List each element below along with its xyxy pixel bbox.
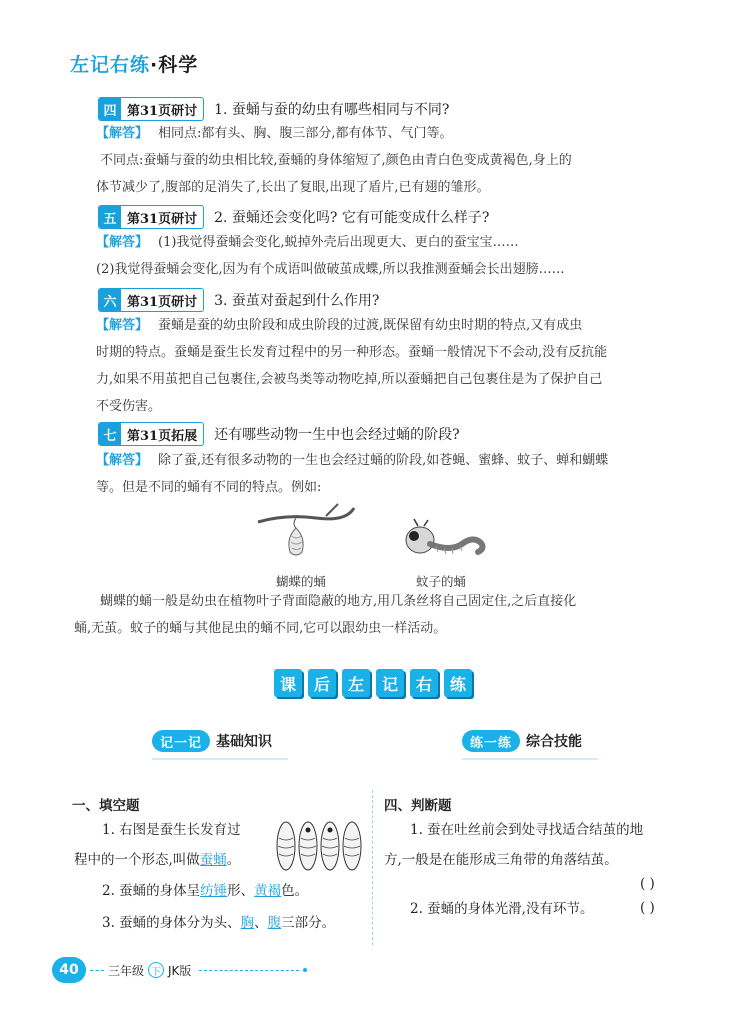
page-number: 40 [52, 957, 86, 983]
page-footer [52, 957, 307, 983]
pill-text: 基础知识 [216, 734, 273, 750]
pill-underline [152, 758, 288, 760]
answer-line: (1)我觉得蚕蛹会变化,蜕掉外壳后出现更大、更白的蚕宝宝…… [158, 235, 519, 250]
header-title [70, 50, 198, 77]
footer-dash [90, 970, 104, 971]
question-badge [98, 97, 204, 121]
brand-name: 左记右练 [70, 54, 151, 76]
question-badge [98, 288, 204, 312]
badge-label: 第31页拓展 [127, 428, 198, 444]
comprehensive-skill-heading [462, 728, 582, 754]
answer-block-4 [96, 120, 686, 201]
pill-underline [462, 758, 598, 760]
mosquito-pupa-caption: 蚊子的蛹 [416, 574, 467, 589]
badge-number: 五 [99, 206, 121, 228]
text-segment: 、 [254, 915, 268, 931]
fill-blank-q3 [102, 908, 335, 938]
question-block-6 [98, 288, 379, 312]
answer-line: 体节减少了,腹部的足消失了,长出了复眼,出现了盾片,已有翅的雏形。 [96, 180, 490, 195]
true-false-q2: 2. 蚕蛹的身体光滑,没有环节。 [410, 901, 594, 917]
badge-label: 第31页研讨 [127, 294, 198, 310]
question-text: 1. 蚕蛹与蚕的幼虫有哪些相同与不同? [214, 102, 450, 118]
answer-line: 除了蚕,还有很多动物的一生也会经过蛹的阶段,如苍蝇、蜜蜂、蚊子、蝉和蝴蝶 [158, 453, 609, 468]
basic-knowledge-heading [152, 728, 272, 754]
closing-paragraph [74, 588, 686, 642]
badge-number: 七 [99, 423, 121, 445]
banner-char: 后 [308, 669, 336, 697]
answer-line: (2)我觉得蚕蛹会变化,因为有个成语叫做破茧成蝶,所以我推测蚕蛹会长出翅膀…… [96, 262, 565, 277]
pill-text: 综合技能 [526, 734, 583, 750]
fill-blank-title: 一、填空题 [72, 798, 140, 814]
banner-char: 练 [444, 669, 472, 697]
butterfly-pupa-caption: 蝴蝶的蛹 [276, 574, 327, 589]
answer-text: 纺锤 [200, 883, 228, 899]
section-banner [274, 669, 472, 697]
answer-text: 黄褐 [254, 883, 282, 899]
answer-block-7 [96, 447, 686, 501]
answer-line: 蚕蛹是蚕的幼虫阶段和成虫阶段的过渡,既保留有幼虫时期的特点,又有成虫 [158, 318, 583, 333]
edition-label: JK版 [168, 963, 192, 978]
answer-label: 【解答】 [96, 126, 149, 141]
question-badge [98, 205, 204, 229]
text-segment: 色。 [281, 883, 309, 899]
text-segment: 。 [226, 852, 241, 868]
header-separator: · [150, 54, 159, 76]
footer-end-dot [303, 968, 307, 972]
badge-number: 六 [99, 289, 121, 311]
answer-line: 时期的特点。蚕蛹是蚕生长发育过程中的另一种形态。蚕蛹一般情况下不会动,没有反抗能 [96, 345, 608, 360]
answer-text: 蚕蛹 [199, 852, 227, 868]
footer-trail [199, 970, 299, 971]
answer-block-6 [96, 312, 686, 420]
banner-char: 课 [274, 669, 302, 697]
answer-line: 不同点:蚕蛹与蚕的幼虫相比较,蚕蛹的身体缩短了,颜色由青白色变成黄褐色,身上的 [100, 153, 572, 168]
badge-label: 第31页研讨 [127, 103, 198, 119]
question-block-7 [98, 422, 460, 446]
term-badge: 下 [148, 962, 164, 978]
answer-parentheses[interactable]: ( ) [640, 876, 655, 892]
true-false-title: 四、判断题 [384, 798, 452, 814]
text-segment: 3. 蚕蛹的身体分为头、 [102, 915, 241, 931]
answer-label: 【解答】 [96, 235, 149, 250]
answer-text: 胸 [240, 915, 255, 931]
closing-line: 蛹,无茧。蚊子的蛹与其他昆虫的蛹不同,它可以跟幼虫一样活动。 [74, 621, 447, 636]
question-block-5 [98, 205, 489, 229]
column-divider [372, 790, 373, 945]
answer-label: 【解答】 [96, 453, 149, 468]
fill-blank-q1-line1: 1. 右图是蚕生长发育过 [102, 822, 241, 838]
fill-blank-q2 [102, 876, 308, 906]
grade-label: 三年级 [108, 963, 145, 978]
answer-block-5 [96, 229, 686, 283]
text-segment: 2. 蚕蛹的身体呈 [102, 883, 201, 899]
question-block-4 [98, 97, 449, 121]
question-badge [98, 422, 204, 446]
badge-label: 第31页研讨 [127, 211, 198, 227]
pill-tag: 练一练 [462, 730, 520, 752]
question-text: 3. 蚕茧对蚕起到什么作用? [214, 293, 380, 309]
question-text: 2. 蚕蛹还会变化吗? 它有可能变成什么样子? [214, 210, 490, 226]
mosquito-pupa-image [400, 518, 490, 568]
text-segment: 三部分。 [281, 915, 336, 931]
answer-line: 不受伤害。 [96, 399, 162, 414]
banner-char: 记 [376, 669, 404, 697]
answer-parentheses[interactable]: ( ) [640, 900, 655, 916]
text-segment: 程中的一个形态,叫做 [74, 852, 200, 868]
answer-line: 相同点:都有头、胸、腹三部分,都有体节、气门等。 [158, 126, 453, 141]
true-false-q1-line1: 1. 蚕在吐丝前会到处寻找适合结茧的地 [410, 822, 644, 838]
answer-line: 力,如果不用茧把自己包裹住,会被鸟类等动物吃掉,所以蚕蛹把自己包裹住是为了保护自己 [96, 372, 603, 387]
badge-number: 四 [99, 98, 121, 120]
subject-name: 科学 [158, 54, 199, 76]
answer-text: 腹 [267, 915, 282, 931]
question-text: 还有哪些动物一生中也会经过蛹的阶段? [214, 427, 460, 443]
closing-line: 蝴蝶的蛹一般是幼虫在植物叶子背面隐蔽的地方,用几条丝将自己固定住,之后直接化 [100, 594, 577, 609]
true-false-q1-line2: 方,一般是在能形成三角带的角落结茧。 [384, 852, 618, 868]
fill-blank-q1-line2 [74, 845, 240, 875]
answer-line: 等。但是不同的蛹有不同的特点。例如: [96, 480, 322, 495]
banner-char: 右 [410, 669, 438, 697]
banner-char: 左 [342, 669, 370, 697]
text-segment: 形、 [227, 883, 255, 899]
answer-label: 【解答】 [96, 318, 149, 333]
pill-tag: 记一记 [152, 730, 210, 752]
silkworm-pupae-image [274, 818, 364, 874]
butterfly-pupa-image [256, 500, 356, 560]
